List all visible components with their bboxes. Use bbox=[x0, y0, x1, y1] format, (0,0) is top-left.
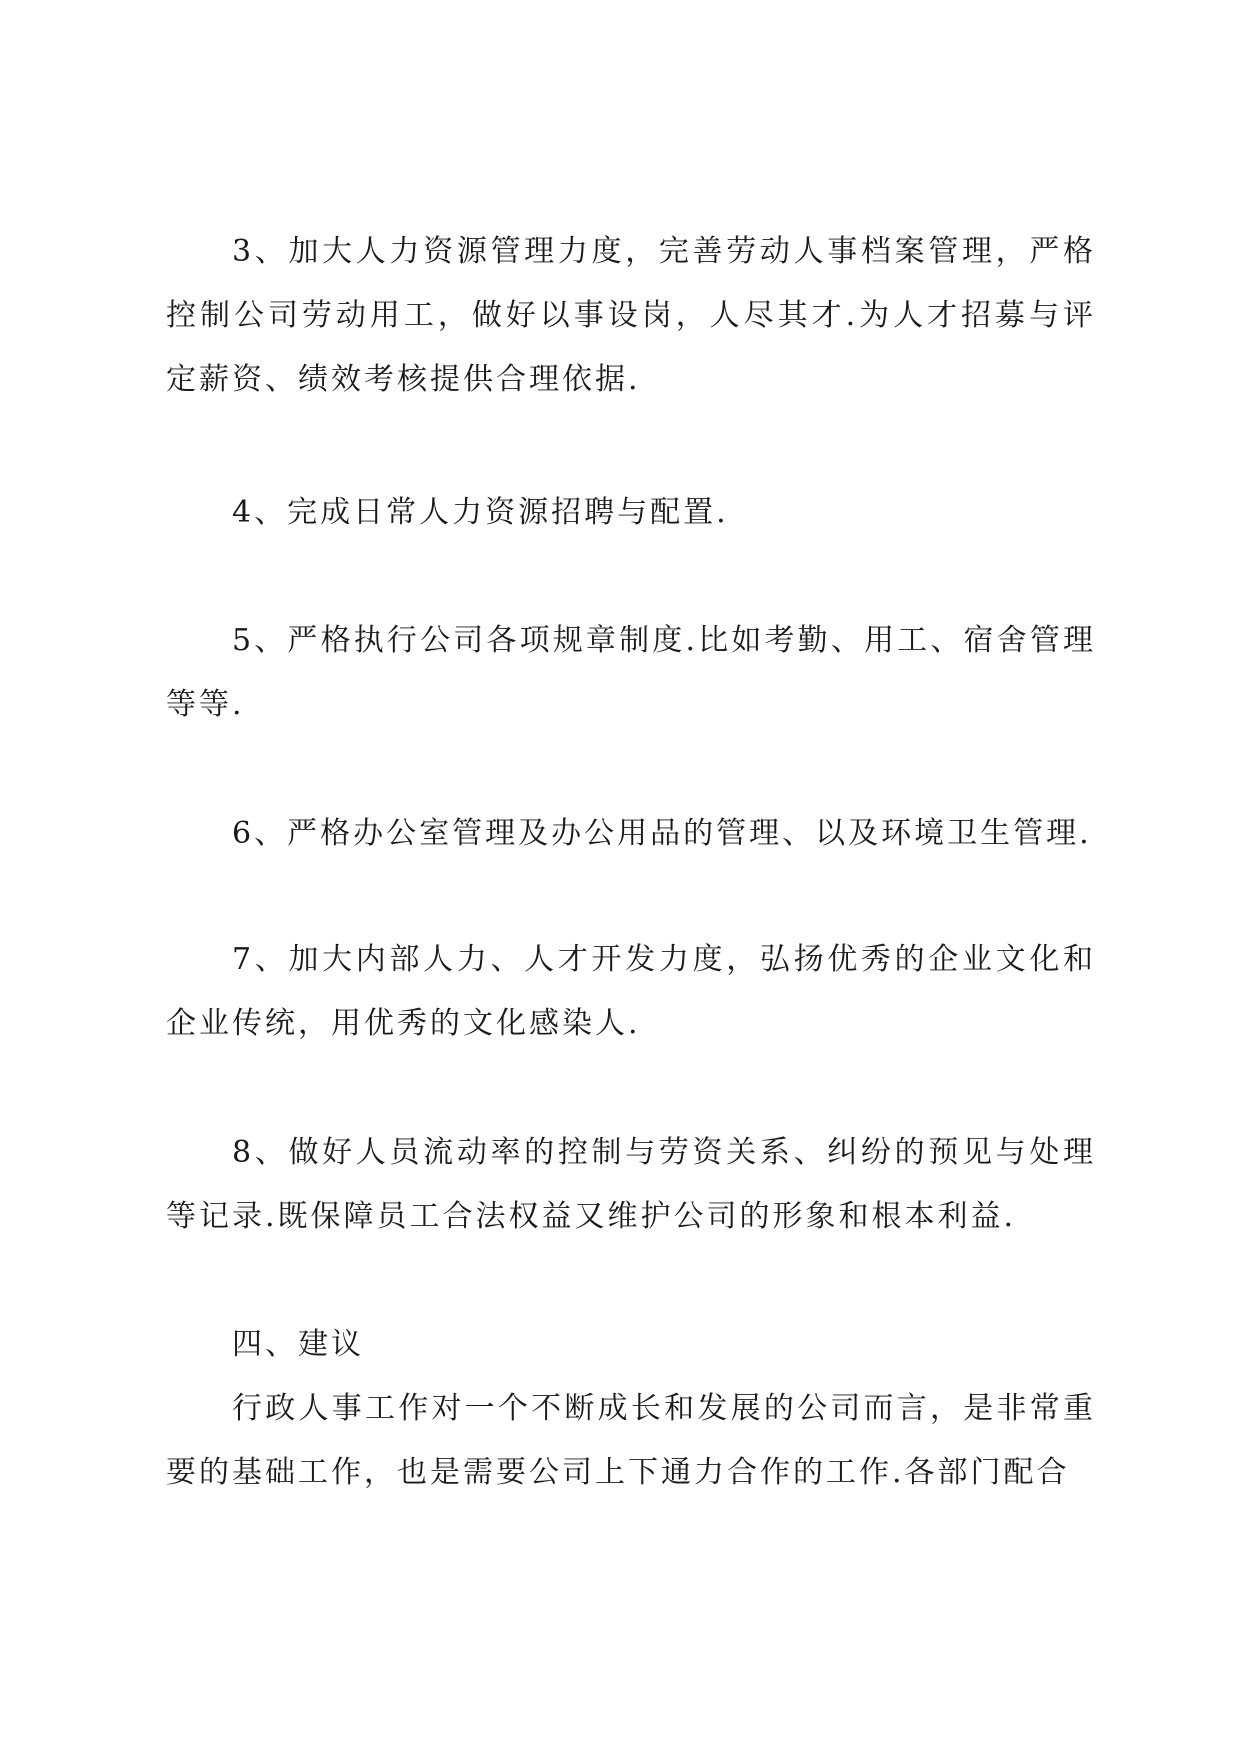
paragraph-item-4: 4、完成日常人力资源招聘与配置. bbox=[232, 495, 729, 530]
paragraph-item-7: 7、加大内部人力、人才开发力度，弘扬优秀的企业文化和企业传统，用优秀的文化感染人. bbox=[166, 942, 1096, 1041]
paragraph-item-6: 6、严格办公室管理及办公用品的管理、以及环境卫生管理. bbox=[232, 816, 1092, 851]
paragraph-item-3: 3、加大人力资源管理力度，完善劳动人事档案管理，严格控制公司劳动用工，做好以事设岗，人尽其才.为人才招募与评定薪资、绩效考核提供合理依据. bbox=[166, 234, 1096, 397]
paragraph-item-8: 8、做好人员流动率的控制与劳资关系、纠纷的预见与处理等记录.既保障员工合法权益又维护公司的形象和根本利益. bbox=[166, 1135, 1096, 1234]
section-heading: 四、建议 bbox=[232, 1327, 364, 1362]
paragraph-item-5: 5、严格执行公司各项规章制度.比如考勤、用工、宿舍管理等等. bbox=[166, 623, 1096, 722]
paragraph-final: 行政人事工作对一个不断成长和发展的公司而言，是非常重要的基础工作，也是需要公司上下通力合作的工作.各部门配合 bbox=[166, 1391, 1096, 1490]
